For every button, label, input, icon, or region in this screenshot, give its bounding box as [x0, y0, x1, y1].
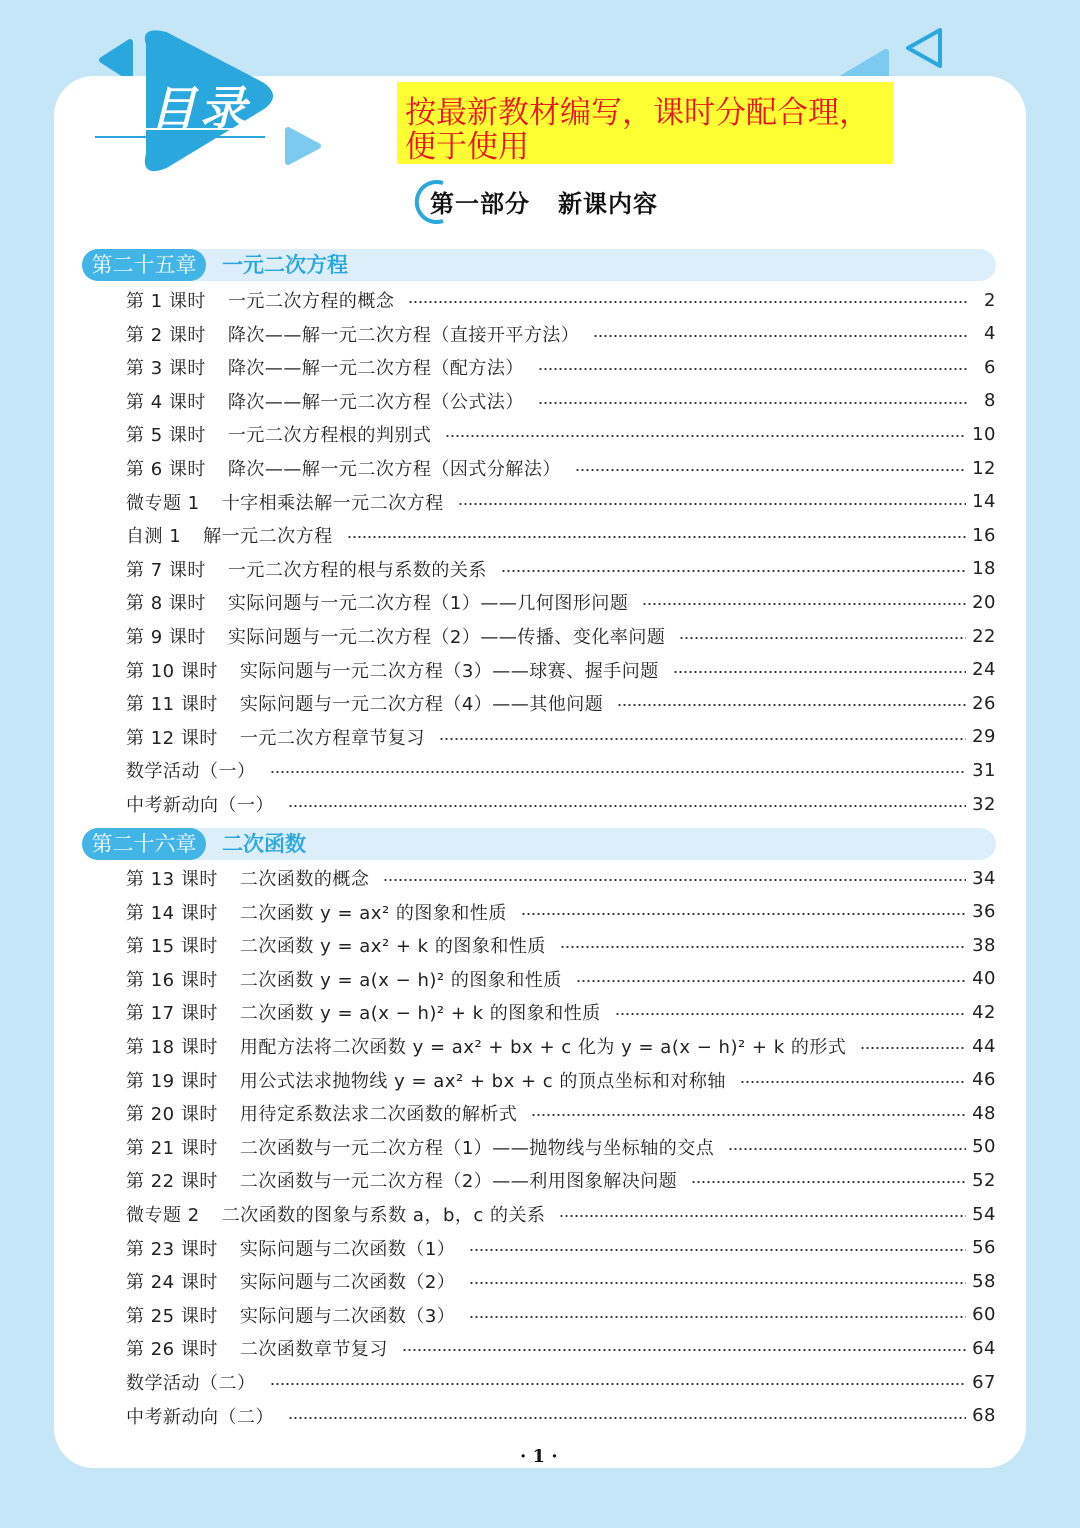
toc-entry-title: 实际问题与二次函数（3） [239, 1305, 456, 1327]
toc-entry[interactable] [126, 1266, 996, 1296]
toc-entry-page: 36 [972, 901, 996, 923]
dot-leader [501, 570, 966, 572]
toc-entry-label: 第 20 课时 [126, 1104, 218, 1126]
toc-entry-title: 一元二次方程章节复习 [239, 727, 425, 749]
toc-entry-label: 第 26 课时 [126, 1339, 218, 1361]
toc-entry-title: 实际问题与一元二次方程（1）——几何图形问题 [227, 593, 629, 615]
toc-entry[interactable] [126, 722, 996, 752]
toc-entry-page: 34 [972, 867, 996, 889]
toc-entry-page: 31 [972, 759, 996, 781]
dot-leader [521, 913, 966, 915]
toc-entry[interactable] [126, 621, 996, 651]
toc-entry-label: 第 11 课时 [126, 694, 218, 716]
toc-entry-page: 40 [972, 968, 996, 990]
dot-leader [270, 1383, 967, 1385]
toc-entry[interactable] [126, 487, 996, 517]
toc-entry-page: 50 [972, 1136, 996, 1158]
toc-entry-title: 实际问题与二次函数（1） [239, 1238, 456, 1260]
toc-entry-title: 二次函数的概念 [239, 869, 370, 890]
toc-entry-label: 第 18 课时 [126, 1037, 218, 1058]
dot-leader [383, 879, 966, 881]
toc-entry[interactable] [126, 1300, 996, 1330]
dot-leader [673, 671, 966, 673]
toc-entry-page: 10 [972, 423, 996, 445]
dot-leader [469, 1282, 966, 1284]
toc-entry-page: 54 [972, 1203, 996, 1225]
toc-entry-label: 第 22 课时 [126, 1171, 218, 1193]
toc-entry-title: 二次函数 y = a(x − h)² 的图象和性质 [239, 969, 562, 991]
toc-entry-label: 中考新动向（二） [126, 1406, 274, 1428]
toc-entry[interactable] [126, 655, 996, 685]
toc-entry-label: 第 8 课时 [126, 593, 206, 615]
toc-entry[interactable] [126, 419, 996, 449]
toc-entry[interactable] [126, 453, 996, 483]
dot-leader [679, 637, 966, 639]
toc-entry-title: 二次函数与一元二次方程（2）——利用图象解决问题 [239, 1171, 678, 1193]
toc-entry-title: 实际问题与一元二次方程（2）——传播、变化率问题 [227, 627, 666, 648]
toc-entry[interactable] [126, 930, 996, 960]
toc-entry-page: 44 [972, 1035, 996, 1057]
toc-entry-label: 第 6 课时 [126, 459, 206, 480]
toc-entry[interactable] [126, 1065, 996, 1095]
toc-entry[interactable] [126, 1233, 996, 1263]
toc-entry-page: 4 [984, 323, 996, 345]
chapter-header [82, 828, 996, 860]
chapter-name: 二次函数 [222, 831, 306, 856]
toc-entry-label: 第 21 课时 [126, 1137, 218, 1159]
dot-leader [575, 469, 966, 471]
page-number: · 1 · [520, 1446, 558, 1467]
part-heading [430, 184, 658, 219]
toc-entry-label: 第 1 课时 [126, 291, 206, 312]
toc-entry[interactable] [126, 587, 996, 617]
dot-leader [469, 1316, 966, 1318]
toc-entry-title: 一元二次方程的根与系数的关系 [227, 559, 487, 581]
dot-leader [469, 1249, 966, 1251]
toc-entry-page: 29 [972, 726, 996, 748]
toc-entry-page: 64 [972, 1337, 996, 1359]
toc-entry-title: 解一元二次方程 [203, 526, 333, 548]
dot-leader [560, 946, 966, 948]
toc-entry-label: 第 14 课时 [126, 902, 218, 924]
toc-entry-title: 降次——解一元二次方程（因式分解法） [227, 459, 561, 480]
toc-entry-title: 实际问题与一元二次方程（4）——其他问题 [239, 694, 604, 716]
toc-entry-label: 第 5 课时 [126, 425, 206, 447]
toc-entry-page: 68 [972, 1405, 996, 1427]
chapter-tag: 第二十五章 [82, 249, 206, 281]
toc-entry-label: 数学活动（一） [126, 761, 256, 783]
toc-entry-page: 38 [972, 934, 996, 956]
toc-entry-label: 微专题 1 [126, 492, 200, 514]
toc-entry-label: 第 10 课时 [126, 660, 218, 682]
dot-leader [270, 771, 967, 773]
toc-entry[interactable] [126, 386, 996, 416]
toc-entry-title: 一元二次方程的概念 [227, 291, 395, 312]
decor-small-triangle-icon [280, 124, 324, 168]
toc-entry[interactable] [126, 1367, 996, 1397]
toc-entry-title: 二次函数 y = ax² + k 的图象和性质 [239, 936, 546, 958]
toc-entry-page: 67 [972, 1371, 996, 1393]
toc-entry-title: 实际问题与一元二次方程（3）——球赛、握手问题 [239, 660, 659, 682]
toc-entry-page: 58 [972, 1270, 996, 1292]
toc-entry-title: 二次函数 y = ax² 的图象和性质 [239, 902, 507, 924]
dot-leader [642, 603, 966, 605]
toc-entry[interactable] [126, 1098, 996, 1128]
toc-entry-page: 60 [972, 1304, 996, 1326]
toc-entry[interactable] [126, 1333, 996, 1363]
toc-entry-page: 56 [972, 1237, 996, 1259]
part-name: 新课内容 [558, 190, 658, 218]
toc-entry-page: 6 [984, 356, 996, 378]
toc-entry[interactable] [126, 1165, 996, 1195]
toc-entry[interactable] [126, 520, 996, 550]
page-title: 目录 [150, 81, 250, 135]
toc-entry-title: 二次函数的图象与系数 a，b，c 的关系 [221, 1205, 546, 1226]
toc-entry-label: 微专题 2 [126, 1205, 200, 1226]
dot-leader [402, 1349, 966, 1351]
toc-entry-label: 数学活动（二） [126, 1373, 256, 1394]
toc-entry[interactable] [126, 789, 996, 819]
toc-entry-label: 第 19 课时 [126, 1070, 218, 1092]
toc-entry-title: 二次函数与一元二次方程（1）——抛物线与坐标轴的交点 [239, 1137, 715, 1159]
toc-entry-title: 用待定系数法求二次函数的解析式 [239, 1104, 518, 1126]
toc-entry-label: 第 15 课时 [126, 936, 218, 958]
dot-leader [445, 435, 966, 437]
dot-leader [615, 1013, 966, 1015]
toc-entry-page: 46 [972, 1069, 996, 1091]
toc-entry[interactable] [126, 688, 996, 718]
toc-entry-page: 14 [972, 491, 996, 513]
toc-entry-title: 降次——解一元二次方程（直接开平方法） [227, 324, 580, 346]
toc-entry-title: 用公式法求抛物线 y = ax² + bx + c 的顶点坐标和对称轴 [239, 1070, 726, 1092]
toc-entry-label: 第 13 课时 [126, 869, 218, 890]
dot-leader [860, 1047, 966, 1049]
toc-entry-label: 自测 1 [126, 526, 182, 548]
dot-leader [408, 301, 968, 303]
toc-entry-page: 8 [984, 390, 996, 412]
dot-leader [458, 503, 966, 505]
toc-entry-title: 降次——解一元二次方程（公式法） [227, 391, 524, 413]
decor-triangle-outline-icon [900, 24, 948, 72]
toc-entry[interactable] [126, 554, 996, 584]
toc-entry[interactable] [126, 352, 996, 382]
chapter-name: 一元二次方程 [222, 252, 348, 277]
toc-entry[interactable] [126, 285, 996, 315]
chapter-header [82, 249, 996, 281]
toc-entry-label: 第 4 课时 [126, 391, 206, 413]
toc-entry[interactable] [126, 1199, 996, 1229]
toc-entry[interactable] [126, 319, 996, 349]
dot-leader [617, 704, 966, 706]
toc-entry-page: 24 [972, 659, 996, 681]
toc-entry-label: 中考新动向（一） [126, 795, 274, 816]
dot-leader [559, 1215, 966, 1217]
toc-entry[interactable] [126, 964, 996, 994]
part-label: 第一部分 [430, 190, 530, 218]
toc-entry-label: 第 16 课时 [126, 969, 218, 991]
toc-entry-title: 十字相乘法解一元二次方程 [221, 492, 444, 514]
toc-entry-page: 20 [972, 591, 996, 613]
dot-leader [691, 1181, 966, 1183]
toc-entry-page: 2 [984, 289, 996, 311]
toc-entry-label: 第 24 课时 [126, 1272, 218, 1294]
dot-leader [439, 738, 966, 740]
toc-entry[interactable] [126, 1401, 996, 1431]
dot-leader [740, 1081, 966, 1083]
toc-entry-title: 降次——解一元二次方程（配方法） [227, 358, 524, 380]
dot-leader [288, 805, 966, 807]
toc-entry[interactable] [126, 897, 996, 927]
toc-entry[interactable] [126, 1132, 996, 1162]
toc-entry-label: 第 25 课时 [126, 1305, 218, 1327]
dot-leader [728, 1148, 966, 1150]
dot-leader [288, 1417, 966, 1419]
toc-entry-page: 22 [972, 625, 996, 647]
dot-leader [538, 402, 968, 404]
toc-entry-label: 第 9 课时 [126, 627, 206, 648]
dot-leader [531, 1114, 966, 1116]
toc-entry[interactable] [126, 997, 996, 1027]
toc-entry-title: 二次函数章节复习 [239, 1339, 388, 1361]
toc-entry-title: 一元二次方程根的判别式 [227, 425, 432, 447]
dot-leader [593, 335, 968, 337]
toc-entry-page: 18 [972, 558, 996, 580]
dot-leader [576, 980, 966, 982]
toc-entry-page: 16 [972, 524, 996, 546]
toc-entry-label: 第 3 课时 [126, 358, 206, 380]
toc-entry-label: 第 17 课时 [126, 1003, 218, 1025]
toc-entry-title: 实际问题与二次函数（2） [239, 1272, 456, 1294]
dot-leader [538, 368, 968, 370]
toc-entry-label: 第 7 课时 [126, 559, 206, 581]
chapter-tag: 第二十六章 [82, 828, 206, 860]
toc-entry-title: 用配方法将二次函数 y = ax² + bx + c 化为 y = a(x − h)² + k 的形式 [239, 1037, 847, 1058]
toc-entry-page: 42 [972, 1001, 996, 1023]
toc-entry-page: 52 [972, 1169, 996, 1191]
toc-entry-page: 12 [972, 457, 996, 479]
toc-entry-title: 二次函数 y = a(x − h)² + k 的图象和性质 [239, 1003, 601, 1025]
toc-entry-label: 第 12 课时 [126, 727, 218, 749]
toc-entry-page: 26 [972, 692, 996, 714]
toc-entry[interactable] [126, 1031, 996, 1061]
toc-entry-label: 第 23 课时 [126, 1238, 218, 1260]
dot-leader [347, 536, 966, 538]
toc-entry-page: 48 [972, 1102, 996, 1124]
highlight-note: 按最新教材编写，课时分配合理，便于使用 [397, 82, 893, 164]
toc-entry[interactable] [126, 863, 996, 893]
toc-entry-page: 32 [972, 793, 996, 815]
toc-entry[interactable] [126, 755, 996, 785]
toc-entry-label: 第 2 课时 [126, 324, 206, 346]
